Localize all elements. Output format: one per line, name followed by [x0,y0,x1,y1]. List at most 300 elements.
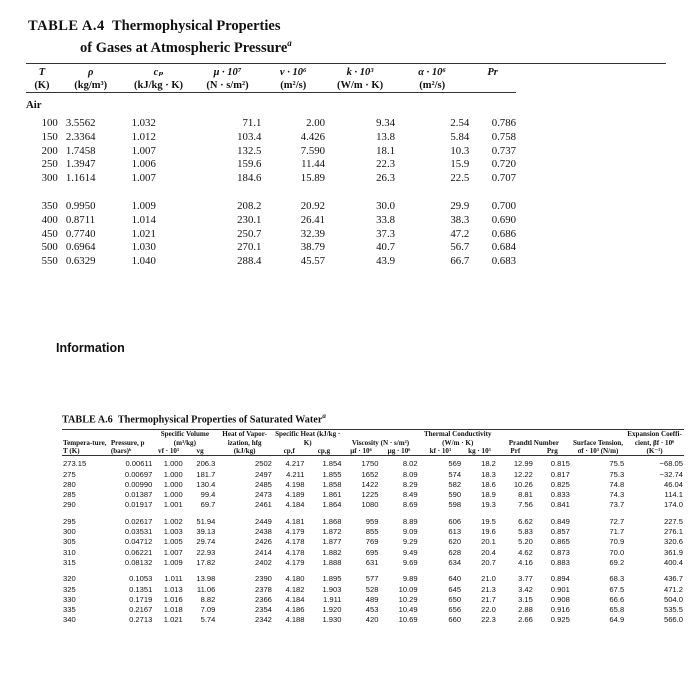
a6-cell: 5.74 [200,615,216,625]
a6-cell: 0.908 [550,594,570,604]
a6-cell: 1.009 [163,557,183,567]
a4-cell: 13.8 [376,131,396,144]
table-a6-title-text: Thermophysical Properties of Saturated Water [117,414,323,426]
a6-cell: 420 [365,615,379,625]
a4-cell: 150 [41,131,58,144]
a6-cell: 305 [63,537,76,547]
a6-cell: 4.16 [518,557,533,567]
a4-cell: 0.8711 [65,213,96,226]
a6-cell: 275 [63,469,76,479]
a6-cell: 471.2 [663,584,683,594]
a4-cell: 5.84 [450,131,470,144]
a6-row [62,574,684,584]
a6-cell: 0.873 [550,547,570,557]
table-a6-grid [62,430,684,625]
a6-cell: 2342 [255,615,272,625]
a6-cell: 12.22 [513,469,533,479]
a6-cell: 2354 [255,605,272,615]
a6-cell: 0.2713 [129,615,153,625]
a6-cell: 1.882 [322,547,342,557]
a6-cell: 0.02617 [124,516,153,526]
a4-header-symbol: ρ [87,66,94,78]
a4-cell: 1.7458 [65,144,96,157]
a4-cell: 270.1 [237,241,262,254]
a6-cell: 959 [365,516,379,526]
a6-cell: 67.5 [609,584,625,594]
a4-cell: 37.3 [376,227,396,240]
a4-cell: 0.737 [491,144,516,157]
a6-h-specific-heat: Specific Heat (kJ/kg · K) [275,430,341,447]
a6-cell: 68.3 [609,574,625,584]
a6-cell: 20.1 [481,537,496,547]
a6-cell: 0.865 [550,537,570,547]
a6-cell: 19.5 [481,516,496,526]
a6-cell: 4.179 [285,557,305,567]
a4-cell: 2.54 [450,117,470,130]
a6-subheader: cp,g [317,446,331,455]
a6-cell: 855 [365,527,379,537]
a6-cell: 21.7 [481,594,496,604]
a6-cell: 8.09 [402,469,418,479]
a4-cell: 208.2 [237,200,262,213]
a6-cell: 0.1719 [129,594,153,604]
a6-cell: 69.2 [609,557,625,567]
a6-cell: 181.7 [196,469,216,479]
a6-cell: 18.2 [481,459,496,469]
a6-h-heat-vap: Heat of Vapor-ization, hfg (kJ/kg) [222,430,267,455]
a6-row [62,500,684,510]
a6-cell: 1.877 [322,537,342,547]
a6-cell: 206.3 [196,459,216,469]
a6-cell: 74.3 [609,490,625,500]
a4-row [26,214,516,228]
a6-cell: 590 [448,490,462,500]
a6-cell: 20.4 [481,547,496,557]
a4-cell: 250 [41,158,58,171]
a4-header-symbol: ν · 10⁶ [279,66,307,78]
a6-cell: 1.007 [163,547,183,557]
a6-cell: 29.74 [196,537,216,547]
a4-cell: 26.3 [376,171,396,184]
a4-cell: 45.57 [300,254,326,267]
a6-cell: 9.49 [402,547,418,557]
a4-header-unit: (m²/s) [419,79,446,91]
a6-cell: 0.817 [550,469,570,479]
a6-cell: 1652 [361,469,379,479]
a4-header-unit: (m²/s) [280,79,307,91]
a6-subheader: Prf [510,446,521,455]
a4-cell: 0.690 [491,213,516,226]
a4-header-symbol: T [38,66,46,78]
a4-cell: 0.707 [491,171,516,184]
table-a4-title-line2: of Gases at Atmospheric Pressure [80,39,288,56]
a6-cell: 4.178 [285,537,305,547]
a6-cell: 656 [448,605,462,615]
a6-cell: 1.903 [322,584,342,594]
a4-cell: 300 [41,171,58,184]
a6-cell: 1.920 [322,605,342,615]
a6-cell: 4.184 [285,500,305,510]
a4-row [26,145,516,159]
a6-subheader: kg · 10³ [468,446,491,455]
a4-row [26,131,516,145]
a6-cell: 273.15 [63,459,87,469]
a4-header-symbol: cₚ [153,66,164,78]
a6-cell: 20.7 [481,557,496,567]
a4-cell: 0.686 [491,227,516,240]
a6-row [62,537,684,547]
a6-cell: 1.002 [163,516,183,526]
a6-cell: 361.9 [663,547,683,557]
a6-cell: 7.56 [518,500,533,510]
a6-cell: 22.93 [196,547,216,557]
a4-cell: 159.6 [237,158,262,171]
a4-cell: 2.3364 [65,131,96,144]
a4-cell: 450 [41,227,58,240]
a6-cell: 3.42 [518,584,533,594]
a4-cell: 250.7 [237,227,262,240]
a4-header-unit: (K) [34,79,50,91]
a6-cell: 325 [63,584,76,594]
a4-cell: 15.9 [450,158,470,171]
a6-cell: 12.99 [513,459,533,469]
a4-cell: 1.014 [131,213,156,226]
a6-cell: 1.000 [163,459,183,469]
a4-cell: 38.79 [300,241,326,254]
a4-header-unit: (kg/m³) [74,79,108,91]
a6-row [62,585,684,595]
a6-cell: 4.179 [285,527,305,537]
a6-cell: 75.3 [609,469,625,479]
a6-cell: 340 [63,615,76,625]
a4-cell: 1.3947 [65,158,96,171]
a4-cell: 26.41 [300,213,326,226]
a6-h-thermal-conductivity: Thermal Conductivity (W/m · K) [423,430,492,447]
a6-cell: 295 [63,516,76,526]
a6-cell: 1.888 [322,557,342,567]
a6-cell: 22.0 [481,605,496,615]
a6-subheader: vg [196,446,204,455]
a6-cell: 4.184 [285,594,305,604]
a4-row [26,241,516,255]
a6-cell: 2402 [255,557,272,567]
a6-cell: 1.895 [322,574,342,584]
a6-cell: 1225 [361,490,379,500]
a6-cell: 620 [448,537,462,547]
a6-cell: 1422 [361,479,379,489]
a6-cell: 436.7 [663,574,683,584]
a6-cell: 2449 [255,516,272,526]
a4-cell: 33.8 [376,213,396,226]
a6-cell: 569 [448,459,462,469]
a4-cell: 400 [41,213,58,226]
a4-header-unit: (N · s/m²) [206,79,249,91]
a4-cell: 0.7740 [65,227,96,240]
a6-cell: 695 [365,547,379,557]
a6-cell: 0.841 [550,500,570,510]
table-a4-grid [26,66,516,269]
a6-cell: 2485 [255,479,272,489]
a4-cell: 103.4 [237,131,262,144]
a6-cell: 4.211 [286,469,305,479]
a6-row [62,470,684,480]
a6-cell: 8.81 [518,490,533,500]
a6-cell: 21.0 [481,574,496,584]
a4-cell: 11.44 [301,158,326,171]
a6-cell: 4.189 [285,490,305,500]
a4-cell: 32.39 [300,227,326,240]
a6-cell: 22.3 [481,615,496,625]
a6-cell: 489 [365,594,379,604]
a6-cell: 0.833 [550,490,570,500]
a6-cell: 19.6 [481,527,496,537]
a6-cell: 453 [365,605,379,615]
a6-cell: 4.217 [285,459,305,469]
a6-cell: 71.7 [609,527,625,537]
a6-cell: 70.0 [609,547,625,557]
a6-cell: 2461 [255,500,272,510]
a6-cell: 1.854 [322,459,342,469]
table-a4-title-line1: Thermophysical Properties [112,18,281,34]
a6-cell: 335 [63,605,76,615]
a6-row [62,548,684,558]
a6-cell: 10.26 [513,479,533,489]
a6-cell: 0.1053 [129,574,153,584]
table-a6-title [62,410,684,426]
a6-cell: 18.9 [481,490,496,500]
table-a6-title-sup: a [322,412,326,420]
a4-cell: 1.009 [131,200,156,213]
a6-cell: 17.82 [196,557,216,567]
a6-cell: 0.2167 [129,605,153,615]
a4-cell: 1.021 [131,227,156,240]
a6-cell: 2497 [255,469,272,479]
a6-cell: 0.883 [550,557,570,567]
table-a4-label: TABLE A.4 [28,18,105,34]
a4-cell: 1.007 [131,144,156,157]
table-a6-label: TABLE A.6 [62,414,113,426]
a6-cell: 285 [63,490,76,500]
a6-subheader: vf · 10³ [158,446,180,455]
a6-cell: 65.8 [609,605,625,615]
a4-cell: 0.786 [491,117,516,130]
a6-cell: 10.49 [398,605,418,615]
a6-cell: 1.018 [163,605,183,615]
a6-cell: 0.00697 [124,469,153,479]
a6-cell: 1.855 [322,469,342,479]
a6-cell: 598 [448,500,462,510]
a6-cell: 4.198 [285,479,305,489]
a4-cell: 100 [41,117,58,130]
a6-cell: 400.4 [663,557,683,567]
a6-cell: 577 [365,574,379,584]
a4-cell: 0.758 [491,131,516,144]
a6-cell: 99.4 [200,490,216,500]
a4-cell: 350 [41,200,58,213]
a6-cell: 1.000 [163,490,183,500]
a6-cell: 280 [63,479,76,489]
a6-cell: −68.05 [659,459,683,469]
a6-cell: 1.930 [322,615,342,625]
a4-cell: 0.6329 [65,254,96,267]
a6-cell: 8.82 [200,594,216,604]
a6-cell: 582 [448,479,462,489]
a6-cell: 9.69 [402,557,418,567]
a6-cell: 70.9 [609,537,625,547]
a4-cell: 1.007 [131,171,156,184]
a4-cell: 66.7 [450,254,470,267]
a6-cell: 72.7 [609,516,625,526]
a4-row [26,158,516,172]
a6-cell: 114.1 [664,490,683,500]
a6-cell: 2502 [255,459,272,469]
a6-h-expansion: Expansion Coeffi-cient, βf · 10⁶ (K⁻¹) [627,430,682,455]
a4-cell: 3.5562 [65,117,96,130]
a6-cell: 0.08132 [124,557,153,567]
a6-cell: 528 [365,584,379,594]
a6-cell: 0.857 [550,527,570,537]
a4-cell: 1.040 [131,254,156,267]
a4-cell: 1.1614 [65,171,96,184]
a6-cell: 73.7 [609,500,625,510]
a6-cell: 9.09 [402,527,418,537]
a4-cell: 47.2 [450,227,470,240]
a6-row [62,459,684,469]
a6-cell: 0.01387 [124,490,153,500]
a6-cell: 0.925 [550,615,570,625]
a6-row [62,517,684,527]
a6-cell: 640 [448,574,462,584]
a6-cell: 1.001 [163,500,183,510]
a6-cell: 1.858 [322,479,342,489]
a6-cell: 0.825 [550,479,570,489]
a4-cell: 9.34 [376,117,396,130]
a6-cell: 2438 [255,527,272,537]
table-a4 [26,18,666,268]
a4-cell: 56.7 [450,241,470,254]
a6-cell: 11.06 [196,584,216,594]
a6-cell: 0.01917 [124,500,153,510]
a4-cell: 132.5 [237,144,262,157]
a6-cell: 0.815 [550,459,570,469]
a6-subheader: kf · 10³ [429,446,452,455]
a4-header-symbol: Pr [487,66,498,78]
a4-cell: 71.1 [242,117,262,130]
a4-cell: 288.4 [237,254,262,267]
a6-cell: 8.02 [402,459,418,469]
a6-cell: 1.911 [323,594,342,604]
a6-cell: 75.5 [609,459,625,469]
a6-cell: 290 [63,500,76,510]
a6-cell: 8.49 [402,490,418,500]
a6-cell: 300 [63,527,76,537]
a6-cell: 0.06221 [124,547,153,557]
a6-cell: 574 [448,469,462,479]
a6-cell: 0.916 [550,605,570,615]
a6-cell: 631 [365,557,379,567]
a4-cell: 29.9 [450,200,470,213]
table-a4-title [28,18,666,57]
a6-cell: 1.868 [322,516,342,526]
a6-cell: 1.005 [163,537,183,547]
a4-cell: 0.6964 [65,241,96,254]
a6-cell: 535.5 [663,605,683,615]
table-a4-title-sup: a [287,38,292,48]
table-a6 [62,410,684,626]
a4-header-unit: (kJ/kg · K) [134,79,184,91]
a6-h-specific-volume: Specific Volume (m³/kg) [160,430,209,447]
a6-cell: 0.849 [550,516,570,526]
a4-row [26,228,516,242]
a6-cell: 628 [448,547,462,557]
a4-cell: 10.3 [450,144,470,157]
a6-cell: 1.021 [163,615,183,625]
a6-cell: 1.016 [163,594,183,604]
a6-cell: 9.89 [402,574,418,584]
a6-cell: 3.15 [518,594,533,604]
a4-cell: 1.006 [131,158,156,171]
a4-header-unit: (W/m · K) [337,79,384,91]
a6-cell: −32.74 [659,469,683,479]
a6-cell: 69.7 [200,500,216,510]
a6-cell: 2414 [255,547,272,557]
a6-cell: 130.4 [196,479,216,489]
a6-cell: 174.0 [663,500,683,510]
a6-cell: 8.89 [402,516,418,526]
information-label: Information [56,341,125,355]
a4-cell: 0.720 [491,158,516,171]
a6-row [62,527,684,537]
a6-cell: 2390 [255,574,272,584]
a4-header-symbol: α · 10⁶ [418,66,447,78]
a6-cell: 4.180 [285,574,305,584]
a6-subheader: Prg [546,446,558,455]
a6-cell: 51.94 [196,516,216,526]
a6-cell: 1080 [361,500,379,510]
a6-cell: 10.09 [398,584,418,594]
a6-cell: 13.98 [196,574,216,584]
a6-h-prandtl: Prandtl Number [508,438,559,447]
a4-row [26,172,516,186]
a6-cell: 634 [448,557,462,567]
a6-cell: 2366 [255,594,272,604]
a4-cell: 1.012 [131,131,156,144]
a4-cell: 22.5 [450,171,470,184]
a6-cell: 8.29 [402,479,418,489]
a6-cell: 4.178 [285,547,305,557]
a6-cell: 1.013 [163,584,183,594]
a6-cell: 2.66 [518,615,533,625]
a6-row [62,480,684,490]
a4-cell: 1.030 [131,241,156,254]
a4-cell: 200 [41,144,58,157]
a6-cell: 769 [365,537,379,547]
a6-cell: 4.182 [285,584,305,594]
a4-row [26,255,516,269]
a6-cell: 6.62 [518,516,533,526]
a6-cell: 2426 [255,537,272,547]
a6-cell: 2473 [255,490,272,500]
a6-cell: 74.8 [609,479,625,489]
a6-cell: 64.9 [609,615,625,625]
a4-cell: 184.6 [237,171,262,184]
a6-cell: 3.77 [518,574,533,584]
a6-cell: 5.20 [518,537,533,547]
a6-cell: 10.29 [398,594,418,604]
a4-cell: 20.92 [300,200,326,213]
a4-cell: 22.3 [376,158,396,171]
a6-row [62,490,684,500]
